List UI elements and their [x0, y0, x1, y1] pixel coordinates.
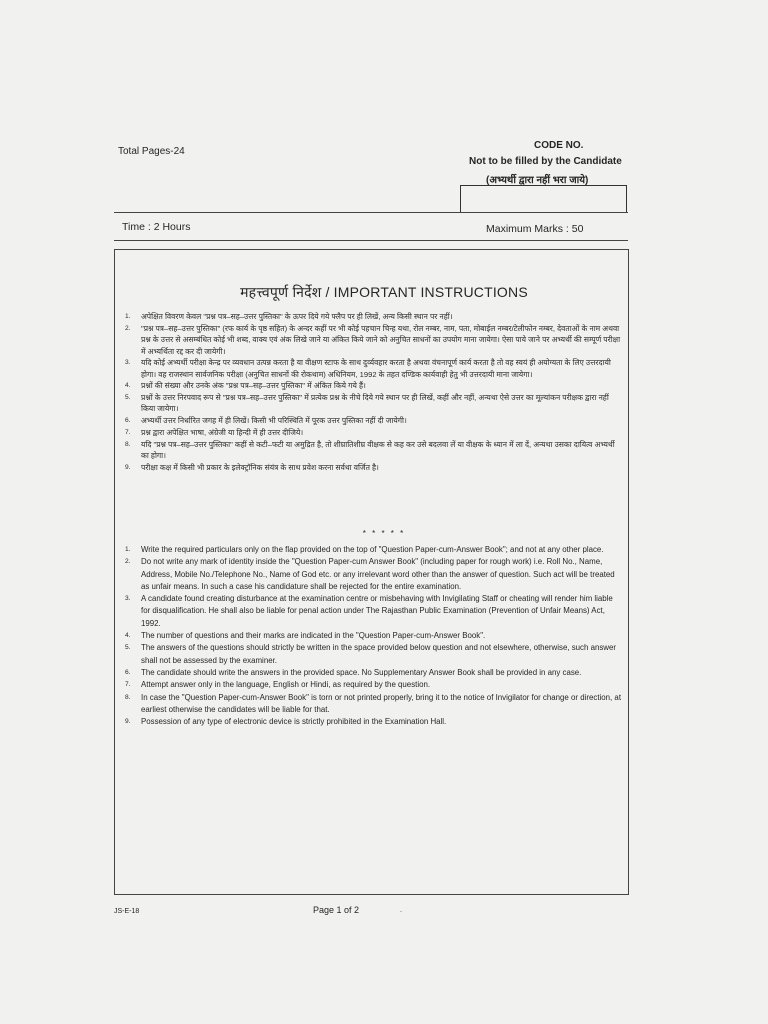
instruction-item — [125, 716, 621, 728]
instruction-number: 4. — [125, 382, 131, 390]
instruction-item — [125, 593, 621, 630]
instruction-item — [125, 544, 621, 556]
instruction-text: "प्रश्न पत्र–सह–उत्तर पुस्तिका" (रफ कार्य के पृष्ठ सहित) के अन्दर कहीं पर भी कोई पहचान चिन्ह यथा, रोल नम्बर, नाम, पता, मोबाईल नम्बर/टेलीफोन नम्बर, देवताओं के नाम अथवा प्रश्न के उत्तर से असम्बंधित कोई भी शब्द, वाक्य एवं अंक लिखे जाने या अंकित किये जाने को अनुचित साधनों का उपयोग माना जायेगा। ऐसा पाये जाने पर अभ्यर्थी की सम्पूर्ण परीक्षा में अभ्यर्थिता रद्द कर दी जायेगी। — [141, 323, 621, 356]
instruction-text: The number of questions and their marks are indicated in the "Question Paper-cum-Answer Book". — [141, 631, 486, 641]
instruction-number: 1. — [125, 546, 131, 553]
instruction-text: Do not write any mark of identity inside the "Question Paper-cum Answer Book" (including paper for rough work) i.e. Roll No., Name, Address, Mobile No./Telephone No., Name of God etc. or any irrelevant word other than the answer of question. Such act will be treated as unfair means. In such a case his candidature shall be rejected for the entire examination. — [141, 557, 615, 591]
total-pages: Total Pages-24 — [118, 146, 185, 157]
instruction-number: 2. — [125, 558, 131, 566]
time-label: Time : 2 Hours — [122, 221, 191, 233]
english-instructions-list — [125, 544, 621, 728]
instruction-item — [125, 357, 621, 380]
instruction-number: 4. — [125, 632, 131, 640]
instruction-text: अपेक्षित विवरण केवल "प्रश्न पत्र–सह–उत्तर पुस्तिका" के ऊपर दिये गये फ्लैप पर ही लिखें, अन्य किसी स्थान पर नहीं। — [141, 312, 453, 321]
instruction-item — [125, 679, 621, 691]
instruction-item — [125, 311, 621, 322]
instruction-text: Possession of any type of electronic device is strictly prohibited in the Examination Hall. — [141, 717, 447, 727]
instruction-item — [125, 630, 621, 642]
instruction-number: 5. — [125, 394, 131, 402]
not-filled-note-hindi: (अभ्यर्थी द्वारा नहीं भरा जाये) — [486, 175, 589, 186]
instruction-text: A candidate found creating disturbance at the examination centre or misbehaving with Invigilating Staff or cheating will render him liable for disqualification. He shall also be liable for penal action under The Rajasthan Public Examination (Prevention of Unfair Means) Act, 1992. — [141, 594, 613, 628]
instruction-item — [125, 556, 621, 593]
instruction-text: अभ्यर्थी उत्तर निर्धारित जगह में ही लिखें। किसी भी परिस्थिति में पूरक उत्तर पुस्तिका नहीं दी जायेगी। — [141, 416, 407, 426]
instruction-item — [125, 692, 621, 717]
instruction-text: Attempt answer only in the language, English or Hindi, as required by the question. — [141, 680, 431, 690]
divider-bottom — [114, 240, 628, 241]
instruction-item — [125, 415, 621, 426]
instruction-number: 7. — [125, 681, 131, 689]
instruction-text: Write the required particulars only on the flap provided on the top of "Question Paper-cum-Answer Book"; and not at any other place. — [141, 545, 604, 554]
max-marks-label: Maximum Marks : 50 — [486, 223, 584, 235]
hindi-instructions-list — [125, 311, 621, 473]
instruction-number: 5. — [125, 644, 131, 652]
instruction-item — [125, 667, 621, 679]
footer-code: JS-E-18 — [114, 908, 140, 915]
instruction-item — [125, 323, 621, 357]
instruction-text: यदि "प्रश्न पत्र–सह–उत्तर पुस्तिका" कहीं से कटी–फटी या अमुद्रित है, तो शीघ्रातिशीघ्र वीक्षक से कह कर उसे बदलवा लें या वीक्षक के ध्यान में ला दें, अन्यथा उसका दायित्व अभ्यर्थी का होगा। — [141, 439, 615, 460]
divider-top — [114, 212, 628, 213]
instruction-text: The candidate should write the answers in the provided space. No Supplementary Answer Book shall be provided in any case. — [141, 667, 582, 677]
instruction-text: प्रश्न द्वारा अपेक्षित भाषा, अंग्रेजी या हिन्दी में ही उत्तर दीजिये। — [141, 427, 304, 437]
instruction-number: 3. — [125, 359, 131, 367]
instruction-item — [125, 380, 621, 391]
instruction-item — [125, 439, 621, 462]
instructions-heading: महत्त्वपूर्ण निर्देश / IMPORTANT INSTRUCTIONS — [240, 284, 528, 300]
code-no-label: CODE NO. — [534, 140, 584, 151]
instruction-text: प्रश्नों की संख्या और उनके अंक "प्रश्न पत्र–सह–उत्तर पुस्तिका" में अंकित किये गये हैं। — [141, 381, 366, 391]
instruction-number: 6. — [125, 417, 131, 425]
instruction-number: 2. — [125, 324, 131, 332]
instruction-number: 7. — [125, 428, 131, 436]
code-box — [460, 185, 627, 213]
instruction-number: 8. — [125, 440, 131, 448]
instruction-number: 6. — [125, 668, 131, 676]
instruction-number: 8. — [125, 693, 131, 701]
instruction-text: In case the "Question Paper-cum-Answer Book" is torn or not printed properly, bring it to the notice of Invigilator for change or direction, at earliest otherwise the candidates will be liable for that. — [141, 692, 622, 714]
instruction-item — [125, 427, 621, 438]
instruction-text: यदि कोई अभ्यर्थी परीक्षा केन्द्र पर व्यवधान उत्पन्न करता है या वीक्षण स्टाफ के साथ दुर्व्यवहार करता है अथवा वंचनापूर्ण कार्य करता है तो वह स्वयं ही अयोग्यता के लिए उत्तरदायी होगा। वह राजस्थान सार्वजनिक परीक्षा (अनुचित साधनों की रोकथाम) अधिनियम, 1992 के तहत दण्डिक कार्यवाही हेतु भी उत्तरदायी माना जायेगा। — [141, 358, 611, 379]
footer-mark: . — [400, 907, 402, 914]
instruction-item — [125, 642, 621, 667]
instruction-number: 1. — [125, 313, 131, 320]
instruction-item — [125, 392, 621, 415]
instruction-number: 3. — [125, 595, 131, 603]
instruction-text: The answers of the questions should strictly be written in the space provided below question and not elsewhere, otherwise, such answer shall not be assessed by the examiner. — [141, 643, 617, 665]
not-filled-note: Not to be filled by the Candidate — [469, 156, 622, 167]
instruction-number: 9. — [125, 718, 131, 726]
separator-stars: * * * * * — [362, 529, 406, 538]
instruction-number: 9. — [125, 463, 131, 471]
instruction-item — [125, 462, 621, 473]
instruction-text: प्रश्नों के उत्तर निरपवाद रूप से "प्रश्न पत्र–सह–उत्तर पुस्तिका" में प्रत्येक प्रश्न के नीचे दिये गये स्थान पर ही लिखें, कहीं और नहीं, अन्यथा ऐसे उत्तर का मूल्यांकन परीक्षक द्वारा नहीं किया जायेगा। — [141, 393, 609, 414]
instruction-text: परीक्षा कक्ष में किसी भी प्रकार के इलेक्ट्रॉनिक संयंत्र के साथ प्रवेश करना सर्वथा वर्जित है। — [141, 462, 379, 472]
footer-page-number: Page 1 of 2 — [313, 905, 360, 915]
